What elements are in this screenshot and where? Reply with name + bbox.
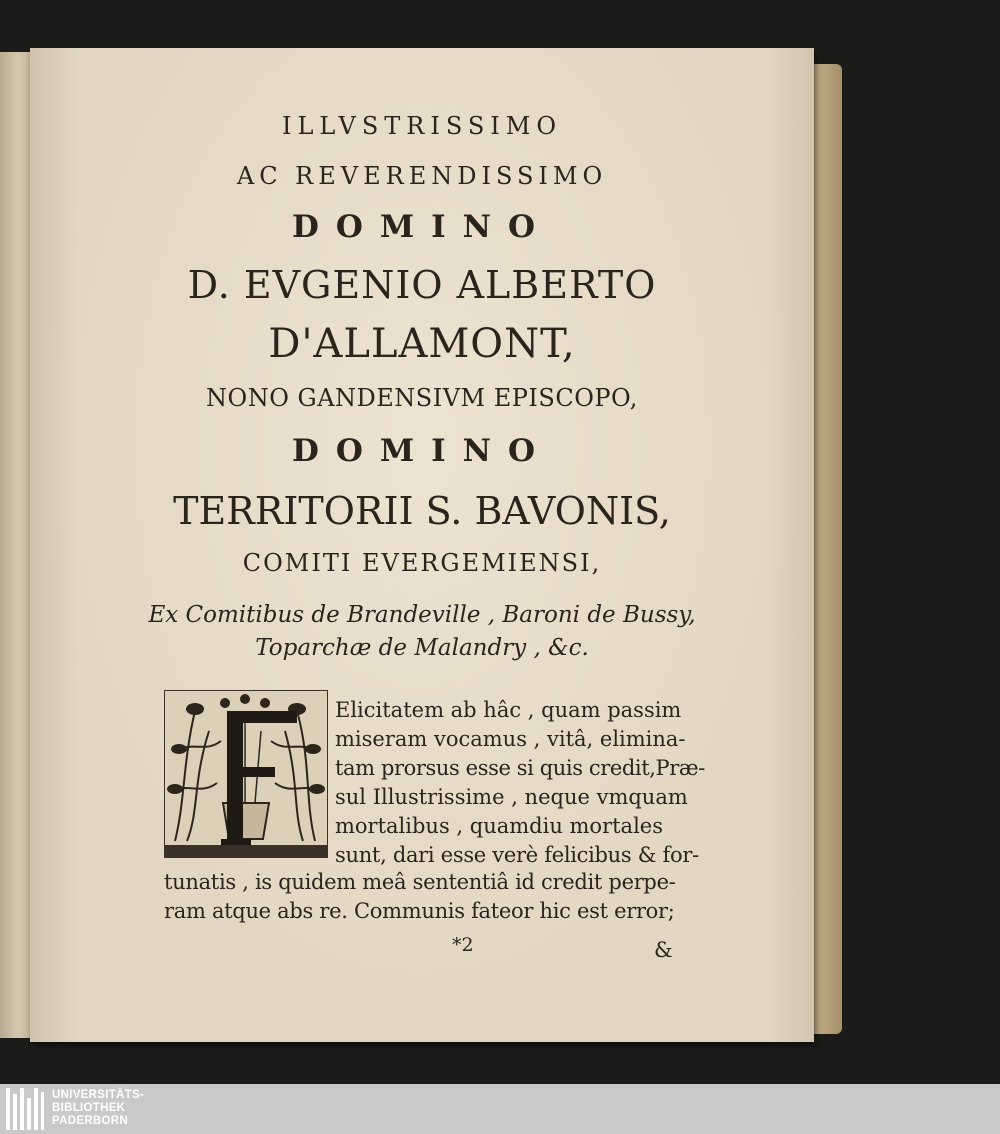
dedication-line-9: COMITI EVERGEMIENSI, (242, 549, 602, 577)
dedication-line-4: D. EVGENIO ALBERTO (187, 263, 657, 307)
body-line-4: sul Illustrissime , neque vmquam (335, 785, 688, 809)
left-page-edge (0, 52, 31, 1038)
dedication-line-7: DOMINO (291, 433, 553, 469)
library-name-line-2: BIBLIOTHEK (52, 1102, 126, 1114)
dedication-line-6: NONO GANDENSIVM EPISCOPO, (206, 384, 638, 412)
dedication-line-8: TERRITORII S. BAVONIS, (173, 489, 671, 533)
dedication-line-5: D'ALLAMONT, (268, 321, 576, 367)
book-page (30, 48, 814, 1042)
library-name (52, 1089, 144, 1128)
library-footer-bar (0, 1084, 1000, 1134)
body-line-8: ram atque abs re. Communis fateor hic est error; (164, 899, 675, 923)
body-line-7: tunatis , is quidem meâ sententiâ id credit perpe- (164, 870, 676, 894)
svg-text:F: F (246, 791, 247, 792)
library-name-line-3: PADERBORN (52, 1115, 128, 1127)
woodcut-ornament-icon (165, 691, 327, 857)
decorated-initial (164, 690, 328, 858)
dedication-line-10: Ex Comitibus de Brandeville , Baroni de Bussy, (148, 602, 696, 628)
dedication-line-1: ILLVSTRISSIMO (281, 112, 563, 140)
signature-mark: *2 (452, 934, 474, 956)
dedication-line-3: DOMINO (291, 209, 553, 245)
body-line-2: miseram vocamus , vitâ, elimina- (335, 727, 686, 751)
body-line-6: sunt, dari esse verè felicibus & for- (335, 843, 699, 867)
catchword: & (654, 938, 673, 962)
library-logo-icon (6, 1088, 46, 1130)
body-line-5: mortalibus , quamdiu mortales (335, 814, 663, 838)
dedication-line-11: Toparchæ de Malandry , &c. (255, 635, 589, 661)
body-line-1: Elicitatem ab hâc , quam passim (335, 698, 682, 722)
body-line-3: tam prorsus esse si quis credit,Præ- (335, 756, 705, 780)
dedication-line-2: AC REVERENDISSIMO (236, 162, 608, 190)
library-name-line-1: UNIVERSITÄTS- (52, 1089, 145, 1101)
